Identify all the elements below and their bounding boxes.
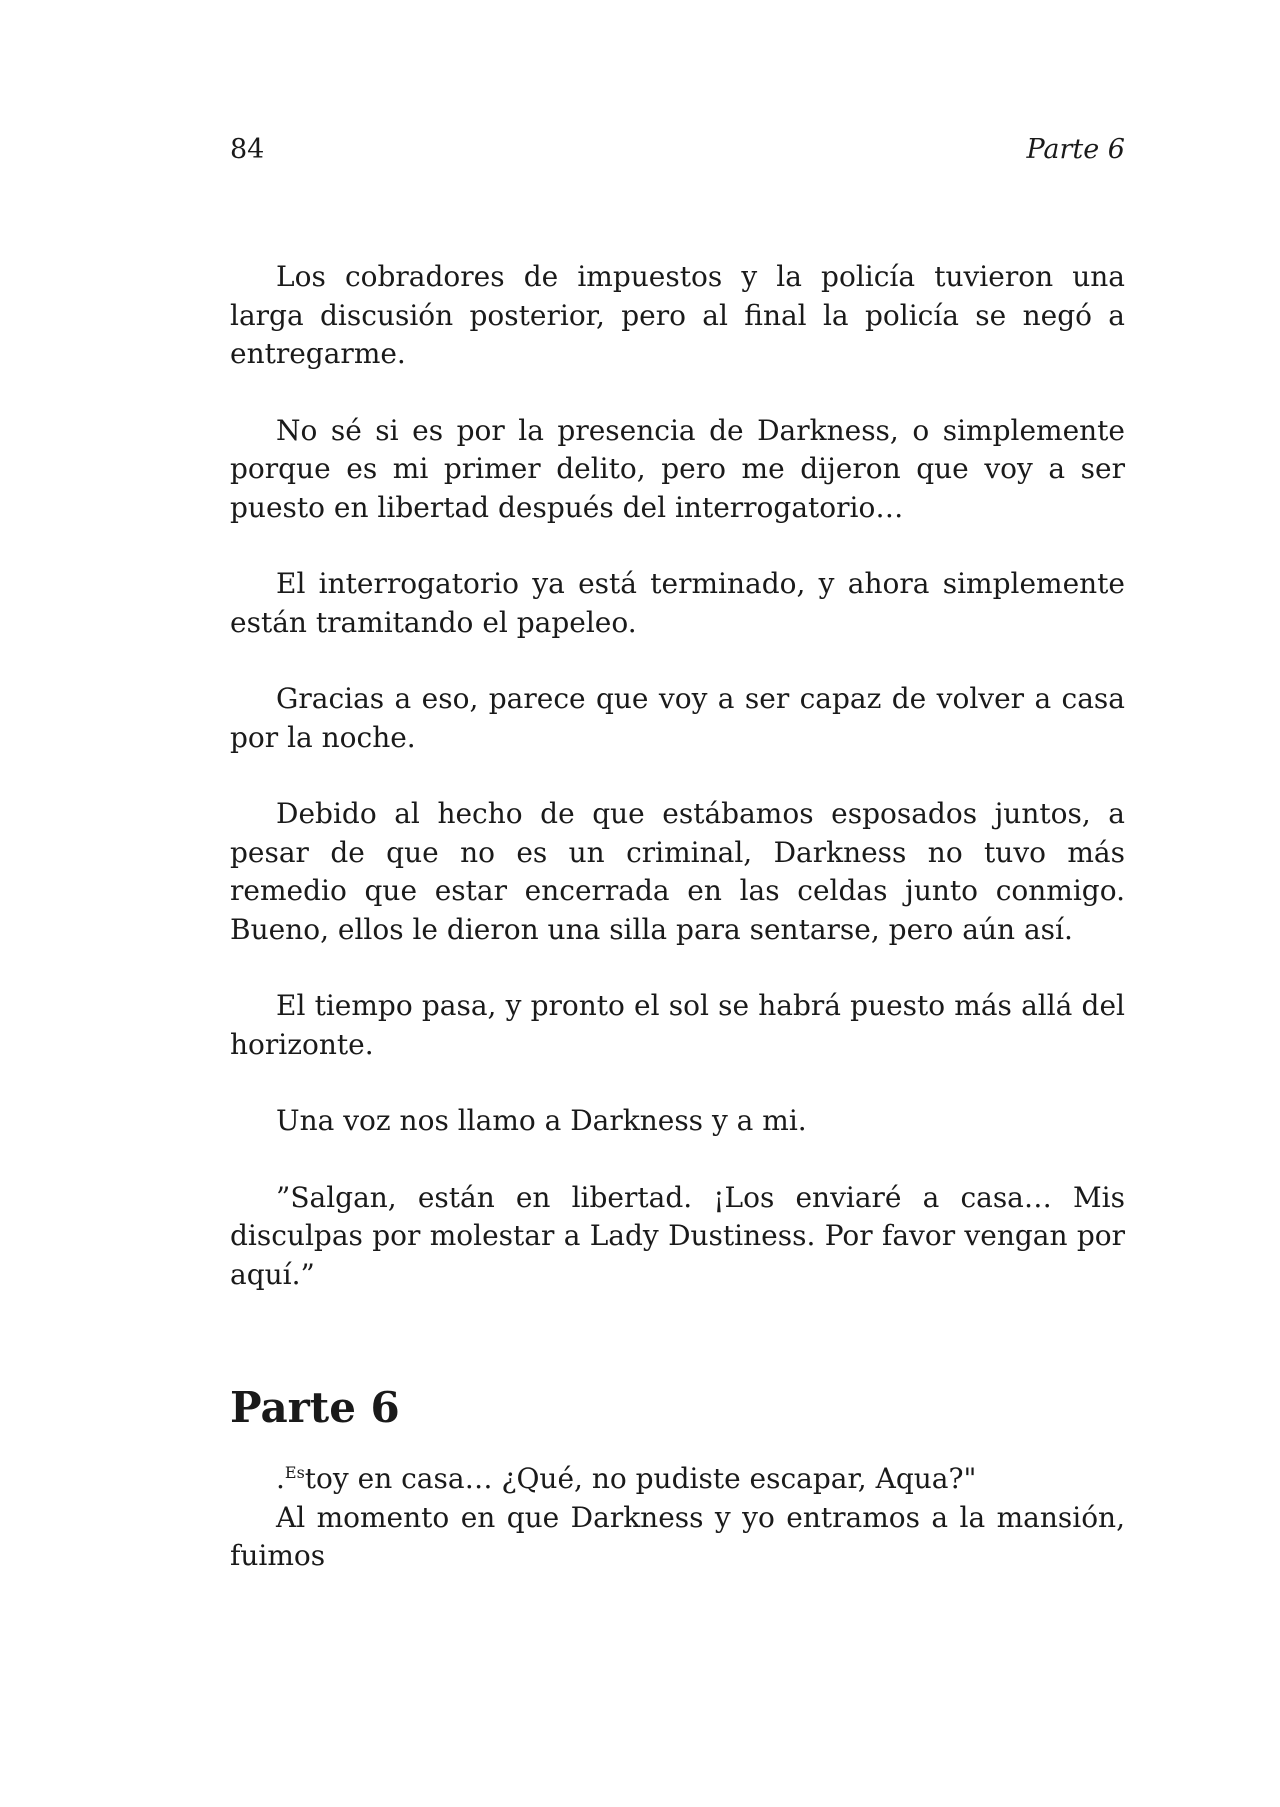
opening-text: toy en casa… ¿Qué, no pudiste escapar, Aqua?" (304, 1462, 977, 1495)
running-header (230, 132, 1125, 168)
section-heading: Parte 6 (230, 1383, 400, 1432)
paragraph: Gracias a eso, parece que voy a ser capaz de volver a casa por la noche. (230, 682, 1125, 754)
running-title: Parte 6 (1026, 134, 1125, 165)
section-opening-line (230, 1460, 1125, 1499)
paragraph: El interrogatorio ya está terminado, y ahora simplemente están tramitando el papeleo. (230, 567, 1125, 639)
paragraph: Debido al hecho de que estábamos esposados juntos, a pesar de que no es un criminal, Darkness no tuvo más remedio que estar encerrada en las celdas junto conmigo. Bueno, ellos le dieron una silla para sentarse, pero aún así. (230, 797, 1125, 946)
paragraph: El tiempo pasa, y pronto el sol se habrá puesto más allá del horizonte. (230, 989, 1125, 1061)
paragraph: No sé si es por la presencia de Darkness, o simplemente porque es mi primer delito, pero me dijeron que voy a ser puesto en libertad después del interrogatorio… (230, 413, 1125, 524)
page-number: 84 (230, 134, 265, 165)
section-second-line: Al momento en que Darkness y yo entramos a la mansión, fuimos (230, 1500, 1125, 1572)
paragraph: ”Salgan, están en libertad. ¡Los enviaré a casa… Mis disculpas por molestar a Lady Dustiness. Por favor vengan por aquí.” (230, 1180, 1125, 1291)
opening-prefix: . (276, 1462, 285, 1495)
body-text (230, 258, 1125, 1576)
paragraph: Una voz nos llamo a Darkness y a mi. (276, 1104, 807, 1137)
paragraph: Los cobradores de impuestos y la policía tuvieron una larga discusión posterior, pero al final la policía se negó a entregarme. (230, 260, 1125, 370)
opening-superscript: Es (284, 1463, 305, 1482)
